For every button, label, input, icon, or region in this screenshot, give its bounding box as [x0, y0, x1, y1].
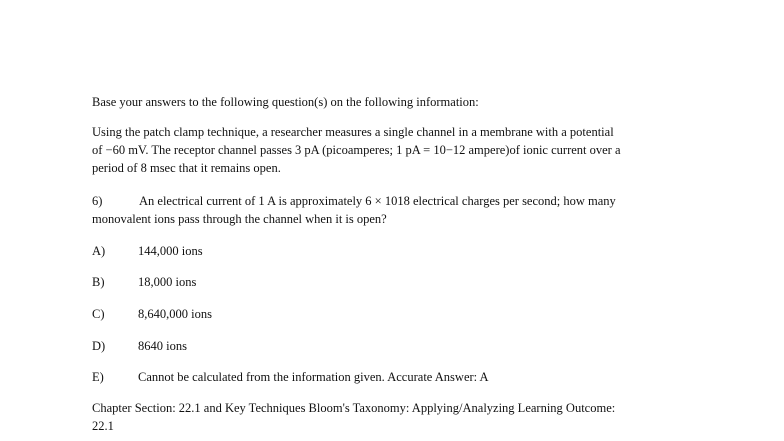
option-letter: A) — [92, 244, 106, 258]
answer-option-d — [92, 337, 187, 355]
chapter-metadata-continued: 22.1 — [92, 419, 114, 433]
question-text-continued: monovalent ions pass through the channel when it is open? — [92, 212, 387, 226]
option-text: 18,000 ions — [138, 275, 197, 289]
option-text: 8,640,000 ions — [138, 307, 212, 321]
question-text: An electrical current of 1 A is approximately 6 × 1018 electrical charges per second; how many — [139, 194, 616, 208]
option-text: Cannot be calculated from the information given. Accurate Answer: A — [138, 370, 489, 384]
question-number: 6) — [92, 194, 103, 208]
question-stem — [92, 192, 616, 210]
option-letter: C) — [92, 307, 105, 321]
option-letter: B) — [92, 275, 105, 289]
passage-line: period of 8 msec that it remains open. — [92, 161, 281, 175]
answer-option-a — [92, 242, 203, 260]
option-letter: E) — [92, 370, 104, 384]
option-text: 144,000 ions — [138, 244, 203, 258]
chapter-metadata: Chapter Section: 22.1 and Key Techniques Bloom's Taxonomy: Applying/Analyzing Learning Outcome: — [92, 401, 616, 415]
option-text: 8640 ions — [138, 339, 187, 353]
passage-line: of −60 mV. The receptor channel passes 3 pA (picoamperes; 1 pA = 10−12 ampere)of ionic current over a — [92, 143, 621, 157]
intro-text: Base your answers to the following question(s) on the following information: — [92, 95, 479, 109]
passage-line: Using the patch clamp technique, a researcher measures a single channel in a membrane with a potential — [92, 125, 614, 139]
answer-option-c — [92, 305, 212, 323]
answer-option-b — [92, 273, 196, 291]
answer-option-e — [92, 368, 489, 386]
option-letter: D) — [92, 339, 106, 353]
